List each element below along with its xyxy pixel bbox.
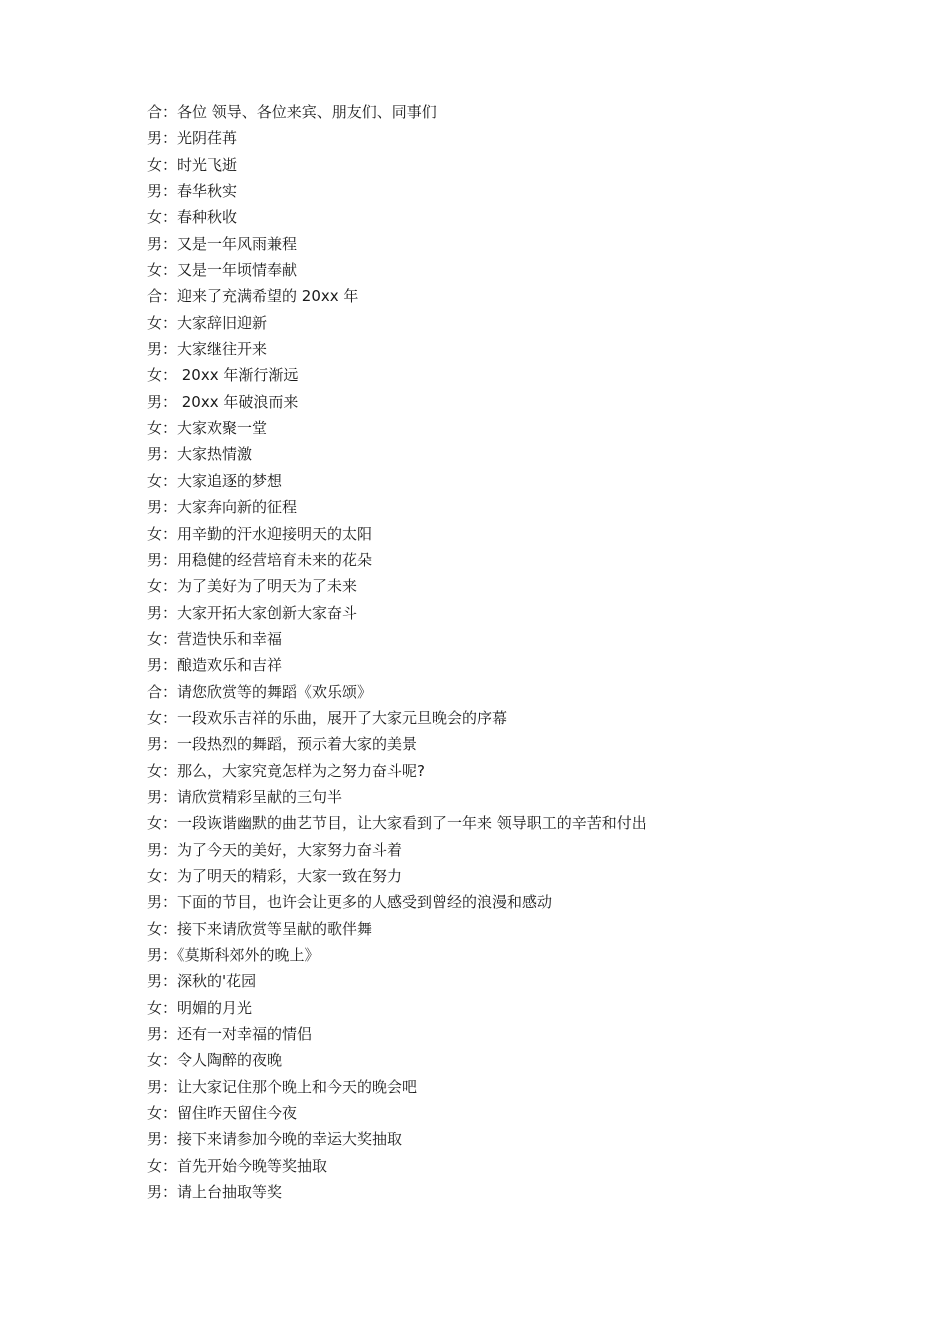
script-line: 女：明媚的月光 xyxy=(147,998,253,1017)
script-body xyxy=(147,99,907,1205)
script-line: 男：让大家记住那个晚上和今天的晚会吧 xyxy=(147,1077,418,1096)
script-line: 男：请欣赏精彩呈献的三句半 xyxy=(147,787,343,806)
script-line: 女：营造快乐和幸福 xyxy=(147,629,283,648)
script-line: 男：深秋的'花园 xyxy=(147,972,257,991)
script-line: 男：用稳健的经营培育未来的花朵 xyxy=(147,550,373,569)
script-line: 男：接下来请参加今晚的幸运大奖抽取 xyxy=(147,1130,403,1149)
script-line: 女：为了美好为了明天为了未来 xyxy=(147,577,358,596)
script-line: 女：时光飞逝 xyxy=(147,155,238,174)
script-line: 女：为了明天的精彩，大家一致在努力 xyxy=(147,866,403,885)
script-line: 女： 20xx 年渐行渐远 xyxy=(147,366,299,385)
script-line: 女：又是一年顷情奉献 xyxy=(147,261,298,280)
script-line: 男：大家热情激 xyxy=(147,445,253,464)
script-line: 女：接下来请欣赏等呈献的歌伴舞 xyxy=(147,919,373,938)
script-line: 女：留住昨天留住今夜 xyxy=(147,1104,298,1123)
script-line: 女：大家辞旧迎新 xyxy=(147,313,268,332)
script-line: 男：一段热烈的舞蹈，预示着大家的美景 xyxy=(147,735,418,754)
script-line: 男：大家继往开来 xyxy=(147,340,268,359)
script-line: 女：大家欢聚一堂 xyxy=(147,419,268,438)
script-line: 男：大家开拓大家创新大家奋斗 xyxy=(147,603,358,622)
script-line: 男： 20xx 年破浪而来 xyxy=(147,392,299,411)
script-line: 合：迎来了充满希望的 20xx 年 xyxy=(147,287,359,306)
script-line: 男：光阴荏苒 xyxy=(147,129,238,148)
script-line: 女：春种秋收 xyxy=(147,208,238,227)
script-line: 女：那么，大家究竟怎样为之努力奋斗呢? xyxy=(147,761,425,780)
script-line: 男：春华秋实 xyxy=(147,182,238,201)
script-line: 女：一段诙谐幽默的曲艺节目，让大家看到了一年来 领导职工的辛苦和付出 xyxy=(147,814,647,833)
script-line: 男：还有一对幸福的情侣 xyxy=(147,1025,313,1044)
script-line: 男：请上台抽取等奖 xyxy=(147,1183,283,1202)
script-line: 男：又是一年风雨兼程 xyxy=(147,234,298,253)
script-line: 女：用辛勤的汗水迎接明天的太阳 xyxy=(147,524,373,543)
script-line: 合：请您欣赏等的舞蹈《欢乐颂》 xyxy=(147,682,373,701)
script-line: 男：下面的节目，也许会让更多的人感受到曾经的浪漫和感动 xyxy=(147,893,553,912)
script-line: 男：酿造欢乐和吉祥 xyxy=(147,656,283,675)
script-line: 男：为了今天的美好，大家努力奋斗着 xyxy=(147,840,403,859)
script-line: 女：首先开始今晚等奖抽取 xyxy=(147,1156,328,1175)
script-line: 女：大家追逐的梦想 xyxy=(147,471,283,490)
script-line: 男：大家奔向新的征程 xyxy=(147,498,298,517)
script-line: 合：各位 领导、各位来宾、朋友们、同事们 xyxy=(147,103,437,121)
script-line: 女：令人陶醉的夜晚 xyxy=(147,1051,283,1070)
script-line: 男：《莫斯科郊外的晚上》 xyxy=(147,946,320,964)
script-line: 女：一段欢乐吉祥的乐曲，展开了大家元旦晚会的序幕 xyxy=(147,708,508,727)
